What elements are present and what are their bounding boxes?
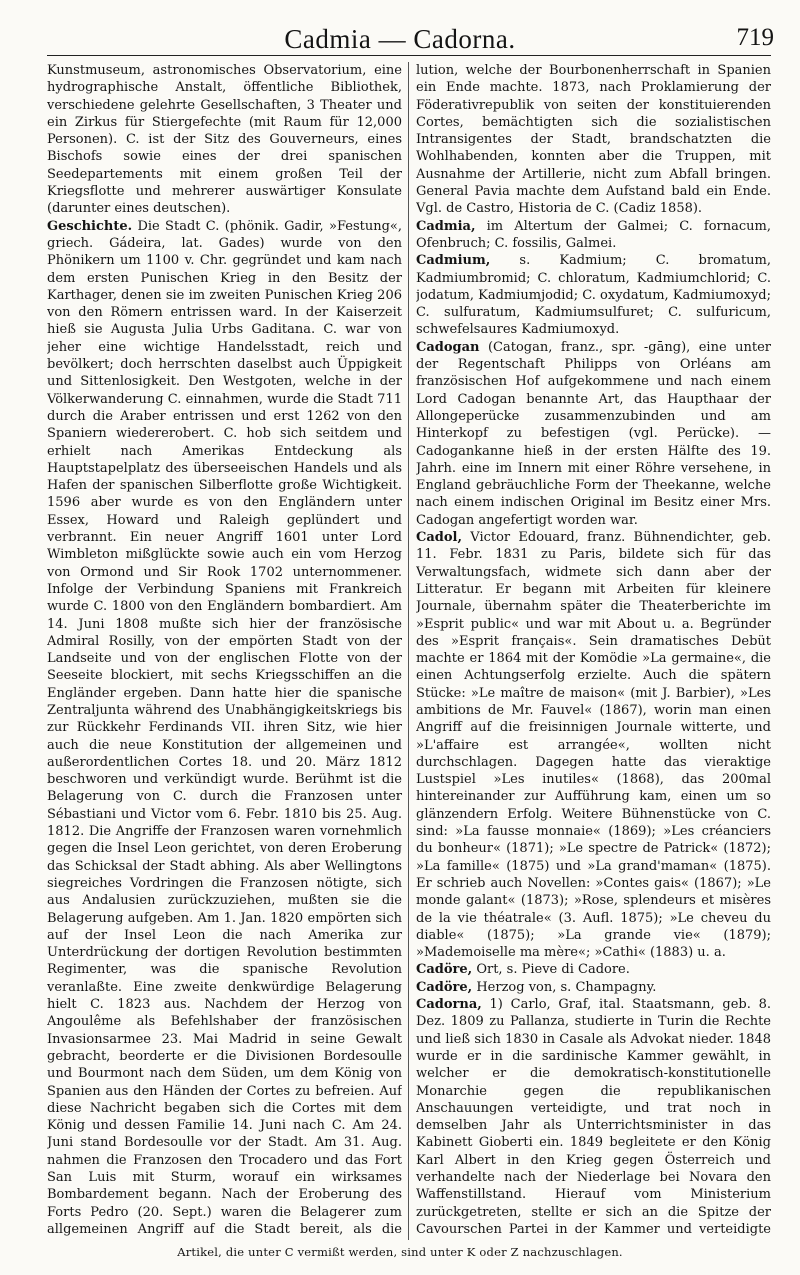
column-divider: [408, 62, 409, 1240]
paragraph-text: Die Stadt C. (phönik. Gadir, »Festung«, griech. Gádeira, lat. Gades) wurde von den Phönikern um 1100 v. Chr. gegründet und kam nach dem ersten Punischen Krieg in den Besitz der Karthager, denen sie im zweiten Punischen Krieg 206 von den Römern entrissen ward. In der Kaiserzeit hieß sie Augusta Julia Urbs Gaditana. C. war von jeher eine wichtige Handelsstadt, reich und bevölkert; doch herrschten daselbst auch Üppigkeit und Sittenlosigkeit. Den Westgoten, welche in der Völkerwanderung C. einnahmen, wurde die Stadt 711 durch die Araber entrissen und erst 1262 von den Spaniern wiedererobert. C. hob sich seitdem und erhielt nach Amerikas Entdeckung als Hauptstapelplatz des überseeischen Handels und als Hafen der spanischen Silberflotte große Wichtigkeit. 1596 aber wurde es von den Engländern unter Essex, Howard und Raleigh geplündert und verbrannt. Ein neuer Angriff 1601 unter Lord Wimbleton mißglückte sowie auch ein vom Herzog von Ormond und Sir Rook 1702 unternommener. Infolge der Verbindung Spaniens mit Frankreich wurde C. 1800 von den Engländern bombardiert. Am 14. Juni 1808 mußte sich hier der französische Admiral Rosilly, von der empörten Stadt von der Landseite und von der englischen Flotte von der Seeseite blockiert, mit sechs Kriegsschiffen an die Engländer ergeben. Dann hatte hier die spanische Zentraljunta während des Unabhängigkeitskriegs bis zur Rückkehr Ferdinands VII. ihren Sitz, wie hier auch die neue Konstitution der allgemeinen und außerordentlichen Cortes 18. und 20. März 1812 beschworen und verkündigt wurde. Berühmt ist die Belagerung von C. durch die Franzosen unter Sébastiani und Victor vom 6. Febr. 1810 bis 25. Aug. 1812. Die Angriffe der Franzosen waren vornehmlich gegen die Insel Leon gerichtet, von deren Eroberung das Schicksal der Stadt abhing. Als aber Wellingtons siegreiches Vordringen die Franzosen nötigte, sich aus Andalusien zurückzuziehen, mußten sie die Belagerung aufgeben. Am 1. Jan. 1820 empörten sich auf der Insel Leon die nach Amerika zur Unterdrückung der dortigen Revolution bestimmten Regimenter, was die spanische Revolution veranlaßte. Eine zweite denkwürdige Belagerung hielt C. 1823 aus. Nachdem der Herzog von Angoulême als Befehlshaber der französischen Invasionsarmee 23. Mai Madrid in seine Gewalt gebracht, beorderte er die Divisionen Bordesoulle und Bourmont nach dem Süden, um dem König von Spanien aus den Händen der Cortes zu befreien. Auf diese Nachricht begaben sich die Cortes mit dem König und dessen Familie 14. Juni nach C. Am 24. Juni stand Bordesoulle vor der Stadt. Am 31. Aug. nahmen die Franzosen den Trocadero und das Fort San Luis mit Sturm, worauf ein wirksames Bombardement begann. Nach der Eroberung des Forts Pedro (20. Sept.) waren die Belagerer zum allgemeinen Angriff auf die Stadt bereit, als die: [47, 218, 402, 1237]
entry-text: Herzog von, s. Champagny.: [472, 979, 657, 995]
left-column: [47, 62, 402, 1240]
entry-headword: Cadorna,: [416, 997, 482, 1013]
entry-cadmia: [416, 218, 771, 253]
page-number: 719: [736, 24, 774, 51]
entry-headword: Cadol,: [416, 530, 462, 546]
entry-headword: Cadöre,: [416, 962, 473, 978]
footer-note: Artikel, die unter C vermißt werden, sind unter K oder Z nachzuschlagen.: [177, 1245, 623, 1259]
entry-text: Victor Edouard, franz. Bühnendichter, geb. 11. Febr. 1831 zu Paris, bildete sich für das Verwaltungsfach, widmete sich dann aber der Litteratur. Er begann mit Arbeiten für kleinere Journale, übernahm später die Theaterberichte im »Esprit public« und war mit About u. a. Begründer des »Esprit français«. Sein dramatisches Debüt machte er 1864 mit der Komödie »La germaine«, die einen Achtungserfolg erzielte. Auch die spätern Stücke: »Le maître de maison« (mit J. Barbier), »Les ambitions de Mr. Fauvel« (1867), worin man einen Angriff auf die freisinnigen Journale witterte, und »L'affaire est arrangée«, wollten nicht durchschlagen. Dagegen hatte das vieraktige Lustspiel »Les inutiles« (1868), das 200mal hintereinander zur Aufführung kam, einen um so glänzendern Erfolg. Weitere Bühnenstücke von C. sind: »La fausse monnaie« (1869); »Les créanciers du bonheur« (1871); »Le spectre de Patrick« (1872); »La famille« (1875) und »La grand'maman« (1875). Er schrieb auch Novellen: »Contes gais« (1867); »Le monde galant« (1873); »Rose, splendeurs et misères de la vie théatrale« (3. Aufl. 1875); »Le cheveu du diable« (1875); »La grande vie« (1879); »Mademoiselle ma mère«; »Cathi« (1883) u. a.: [416, 530, 771, 961]
right-column: [416, 62, 771, 1240]
entry-headword: Cadmia,: [416, 218, 476, 234]
entry-text: 1) Carlo, Graf, ital. Staatsmann, geb. 8. Dez. 1809 zu Pallanza, studierte in Turin die Rechte und ließ sich 1830 in Casale als Advokat nieder. 1848 wurde er in die sardinische Kammer gewählt, in welcher er die demokratisch-konstitutionelle Monarchie gegen die republikanischen Anschauungen verteidigte, und trat noch in demselben Jahr als Unterrichtsminister in das Kabinett Gioberti ein. 1849 begleitete er den König Karl Albert in den Krieg gegen Österreich und verhandelte nach der Niederlage bei Novara den Waffenstillstand. Hierauf vom Ministerium zurückgetreten, stellte er sich an die Spitze der Cavourschen Partei in der Kammer und verteidigte: [416, 997, 771, 1237]
header-rule: [47, 55, 771, 56]
entry-headword: Cadöre,: [416, 979, 473, 995]
entry-cadore-place: [416, 961, 771, 978]
page-header: [0, 20, 800, 56]
history-paragraph: [47, 218, 402, 1240]
continued-paragraph: [416, 62, 771, 218]
entry-text: Ort, s. Pieve di Cadore.: [472, 962, 630, 978]
running-title: Cadmia — Cadorna.: [284, 24, 516, 54]
paragraph-text: Kunstmuseum, astronomisches Observatorium, eine hydrographische Anstalt, öffentliche Bibliothek, verschiedene gelehrte Gesellschaften, 3 Theater und ein Zirkus für Stiergefechte (mit Raum für 12,000 Personen). C. ist der Sitz des Gouverneurs, eines Bischofs sowie eines der drei spanischen Seedepartements mit einem großen Teil der Kriegsflotte und mehrerer auswärtiger Konsulate (darunter eines deutschen).: [47, 63, 402, 217]
entry-headword: Cadogan: [416, 339, 480, 355]
entry-cadogan: [416, 339, 771, 529]
entry-text: s. Kadmium; C. bromatum, Kadmiumbromid; C. chloratum, Kadmiumchlorid; C. jodatum, Kadmiumjodid; C. oxydatum, Kadmiumoxyd; C. sulfuratum, Kadmiumsulfuret; C. sulfuricum, schwefelsaures Kadmiumoxyd.: [416, 253, 771, 338]
entry-cadorna: [416, 996, 771, 1240]
entry-cadmium: [416, 252, 771, 338]
entry-text: (Catogan, franz., spr. -gāng), eine unter der Regentschaft Philipps von Orléans am französischen Hof aufgekommene und nach einem Lord Cadogan benannte Art, das Haupthaar der Allongeperücke zusammenzubinden und am Hinterkopf zu befestigen (vgl. Perücke). — Cadogankanne hieß in der ersten Hälfte des 19. Jahrh. eine im Innern mit einer Röhre versehene, in England gebräuchliche Form der Theekanne, welche nach einem indischen Original im Besitz einer Mrs. Cadogan angefertigt worden war.: [416, 339, 771, 528]
section-heading: Geschichte.: [47, 218, 133, 234]
entry-cadore-duke: [416, 979, 771, 996]
entry-text: im Altertum der Galmei; C. fornacum, Ofenbruch; C. fossilis, Galmei.: [416, 218, 771, 251]
entry-headword: Cadmium,: [416, 253, 491, 269]
continued-paragraph: [47, 62, 402, 218]
paragraph-text: lution, welche der Bourbonenherrschaft in Spanien ein Ende machte. 1873, nach Proklamierung der Föderativrepublik von seiten der konstituierenden Cortes, bemächtigten sich die sozialistischen Intransigentes der Stadt, brandschatzten die Wohlhabenden, konnten aber die Truppen, mit Ausnahme der Artillerie, nicht zum Abfall bringen. General Pavia machte dem Aufstand bald ein Ende. Vgl. de Castro, Historia de C. (Cadiz 1858).: [416, 63, 771, 217]
entry-cadol: [416, 529, 771, 961]
